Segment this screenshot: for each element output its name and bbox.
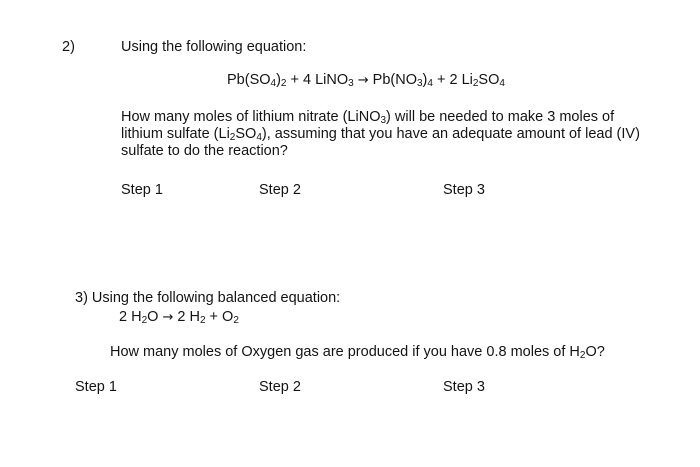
question-2-text: [121, 109, 681, 160]
question-3-text: How many moles of Oxygen gas are produced if you have 0.8 moles of $H_2O$?: [110, 344, 605, 361]
question-3-equation: 2 $H_2O \to 2$ $H_2 + O_2$: [119, 309, 239, 326]
question-3-step-1: Step 1: [75, 379, 117, 395]
question-2-step-1: Step 1: [121, 182, 163, 198]
question-2-number: 2): [62, 39, 75, 55]
question-2-line-3: sulfate to do the reaction?: [121, 143, 288, 159]
question-3-step-3: Step 3: [443, 379, 485, 395]
question-3-step-2: Step 2: [259, 379, 301, 395]
question-3-intro: 3) Using the following balanced equation:: [75, 290, 341, 306]
question-2-line-2: lithium sulfate $(Li_2SO_4)$, assuming that you have an adequate amount of lead (IV): [121, 126, 640, 143]
question-2-equation: $Pb(SO_4)_2 + 4$ LiNO$_3$ → $Pb(NO_3)_4 + 2$ $Li_2SO_4$: [227, 72, 505, 89]
question-2-step-3: Step 3: [443, 182, 485, 198]
question-2-intro: Using the following equation:: [121, 39, 307, 55]
question-2-line-1: How many moles of lithium nitrate (LiNO$_3$) will be needed to make 3 moles of: [121, 109, 615, 126]
reaction-arrow-icon: →: [357, 73, 369, 88]
reaction-arrow-icon: →: [162, 310, 174, 325]
question-2-step-2: Step 2: [259, 182, 301, 198]
